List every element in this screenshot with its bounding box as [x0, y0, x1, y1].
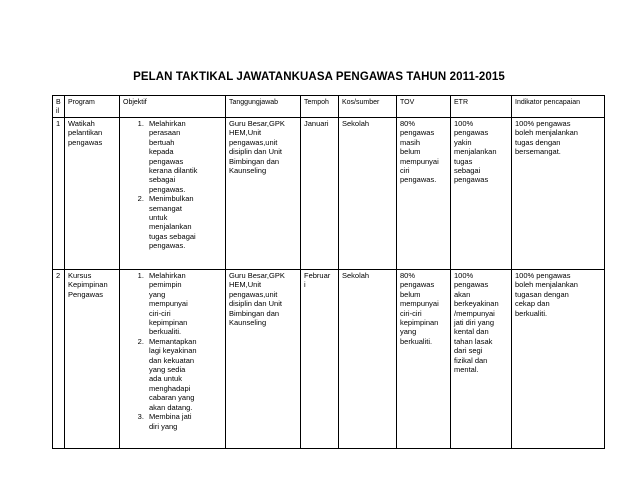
header-indikator: Indikator pencapaian [512, 96, 605, 118]
header-bil: B il [53, 96, 65, 118]
table-row [53, 118, 605, 270]
cell-kos: Sekolah [339, 270, 397, 449]
objective-item: 1. Melahirkan pemimpin yang mempunyai ciri-ciri kepimpinan berkualiti. [146, 271, 223, 337]
tactical-plan-table [52, 95, 605, 449]
cell-objektif [120, 118, 226, 270]
objective-item: 3. Membina jati diri yang [146, 412, 223, 431]
header-tov: TOV [397, 96, 451, 118]
objective-item: 1. Melahirkan perasaan bertuah kepada pengawas kerana dilantik sebagai pengawas. [146, 119, 223, 194]
cell-etr: 100% pengawas akan berkeyakinan /mempunyai jati diri yang kental dan tahan lasak dari segi fizikal dan mental. [451, 270, 512, 449]
objective-list [123, 119, 223, 251]
header-tanggungjawab: Tanggungjawab [226, 96, 301, 118]
cell-indikator: 100% pengawas boleh menjalankan tugas dengan bersemangat. [512, 118, 605, 270]
cell-tempoh: Januari [301, 118, 339, 270]
objective-list [123, 271, 223, 431]
cell-bil: 2 [53, 270, 65, 449]
cell-tov: 80% pengawas masih belum mempunyai ciri pengawas. [397, 118, 451, 270]
cell-tov: 80% pengawas belum mempunyai ciri-ciri kepimpinan yang berkualiti. [397, 270, 451, 449]
cell-indikator: 100% pengawas boleh menjalankan tugasan dengan cekap dan berkualiti. [512, 270, 605, 449]
table-row [53, 270, 605, 449]
cell-tanggungjawab: Guru Besar,GPK HEM,Unit pengawas,unit disiplin dan Unit Bimbingan dan Kaunseling [226, 270, 301, 449]
cell-etr: 100% pengawas yakin menjalankan tugas sebagai pengawas [451, 118, 512, 270]
cell-tanggungjawab: Guru Besar,GPK HEM,Unit pengawas,unit disiplin dan Unit Bimbingan dan Kaunseling [226, 118, 301, 270]
cell-program: Kursus Kepimpinan Pengawas [65, 270, 120, 449]
header-tempoh: Tempoh [301, 96, 339, 118]
cell-bil: 1 [53, 118, 65, 270]
cell-kos: Sekolah [339, 118, 397, 270]
header-etr: ETR [451, 96, 512, 118]
cell-program: Watikah pelantikan pengawas [65, 118, 120, 270]
objective-item: 2. Menimbulkan semangat untuk menjalankan tugas sebagai pengawas. [146, 194, 223, 250]
objective-item: 2. Memantapkan lagi keyakinan dan kekuatan yang sedia ada untuk menghadapi cabaran yang akan datang. [146, 337, 223, 412]
table-header-row [53, 96, 605, 118]
cell-objektif [120, 270, 226, 449]
header-objektif: Objektif [120, 96, 226, 118]
cell-tempoh: Februar i [301, 270, 339, 449]
header-program: Program [65, 96, 120, 118]
header-kos: Kos/sumber [339, 96, 397, 118]
document-title: PELAN TAKTIKAL JAWATANKUASA PENGAWAS TAHUN 2011-2015 [133, 71, 505, 83]
